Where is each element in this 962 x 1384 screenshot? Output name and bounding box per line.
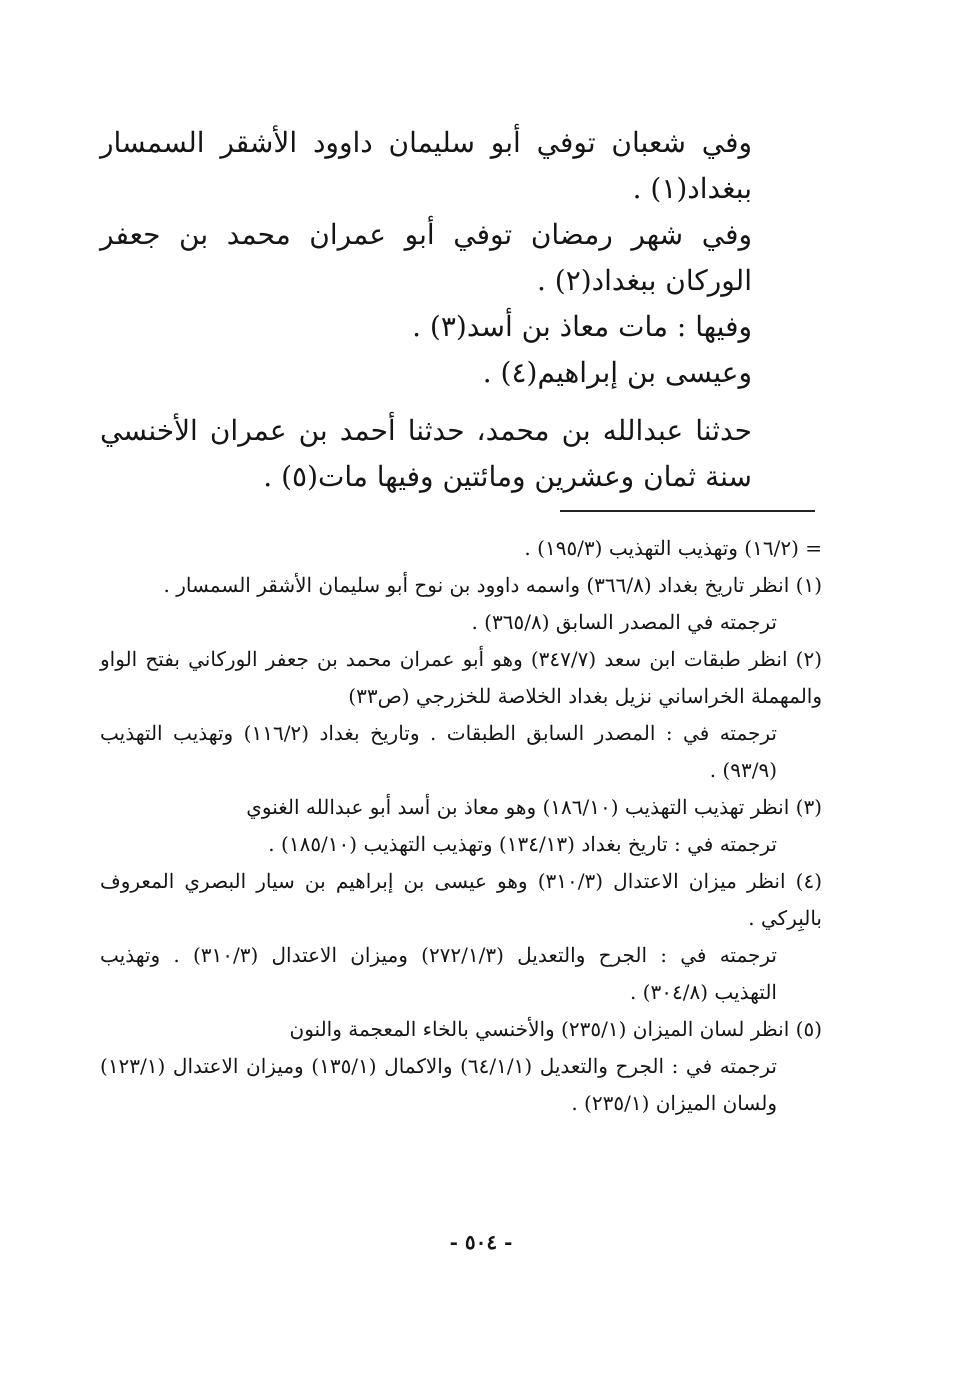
paragraph-isa: وعيسى بن إبراهيم(٤) . <box>482 356 752 389</box>
footnote-2-biography: ترجمته في : المصدر السابق الطبقات . وتاريخ بغداد (١١٦/٢) وتهذيب التهذيب (٩٣/٩) . <box>100 721 777 782</box>
paragraph-shaban: وفي شعبان توفي أبو سليمان داوود الأشقر السمسار ببغداد(١) . <box>100 126 752 205</box>
page-number: - ٥٠٤ - <box>449 1230 513 1254</box>
footnote-1-biography: ترجمته في المصدر السابق (٣٦٥/٨) . <box>471 610 777 634</box>
footnote-5: (٥) انظر لسان الميزان (٢٣٥/١) والأخنسي بالخاء المعجمة والنون <box>289 1017 822 1041</box>
footnotes <box>100 530 822 1122</box>
footnote-1: (١) انظر تاريخ بغداد (٣٦٦/٨) واسمه داوود بن نوح أبو سليمان الأشقر السمسار . <box>163 573 822 597</box>
footnote-4-biography: ترجمته في : الجرح والتعديل (٢٧٢/١/٣) وميزان الاعتدال (٣١٠/٣) . وتهذيب التهذيب (٣٠٤/٨) . <box>100 943 777 1004</box>
paragraph-ramadan: وفي شهر رمضان توفي أبو عمران محمد بن جعفر الوركان ببغداد(٢) . <box>100 218 752 297</box>
paragraph-muadh: وفيها : مات معاذ بن أسد(٣) . <box>412 310 752 343</box>
footnote-5-biography: ترجمته في : الجرح والتعديل (٦٤/١/١) والاكمال (١٣٥/١) وميزان الاعتدال (١٢٣/١) ولسان الميزان (٢٣٥/١) . <box>100 1054 777 1115</box>
footnote-2: (٢) انظر طبقات ابن سعد (٣٤٧/٧) وهو أبو عمران محمد بن جعفر الوركاني بفتح الواو والمهملة الخراساني نزيل بغداد الخلاصة للخزرجي (ص٣٣) <box>100 647 822 708</box>
footnote-4: (٤) انظر ميزان الاعتدال (٣١٠/٣) وهو عيسى بن إبراهيم بن سيار البصري المعروف بالبِركي . <box>100 869 822 930</box>
footnote-3-biography: ترجمته في : تاريخ بغداد (١٣٤/١٣) وتهذيب التهذيب (١٨٥/١٠) . <box>268 832 777 856</box>
footnote-continuation: = (١٦/٢) وتهذيب التهذيب (١٩٥/٣) . <box>524 536 822 560</box>
paragraph-hadathana: حدثنا عبدالله بن محمد، حدثنا أحمد بن عمران الأخنسي سنة ثمان وعشرين ومائتين وفيها مات(٥) . <box>100 414 752 493</box>
footnote-separator <box>560 510 815 512</box>
main-text <box>100 120 822 500</box>
footnote-3: (٣) انظر تهذيب التهذيب (١٨٦/١٠) وهو معاذ بن أسد أبو عبدالله الغنوي <box>246 795 822 819</box>
